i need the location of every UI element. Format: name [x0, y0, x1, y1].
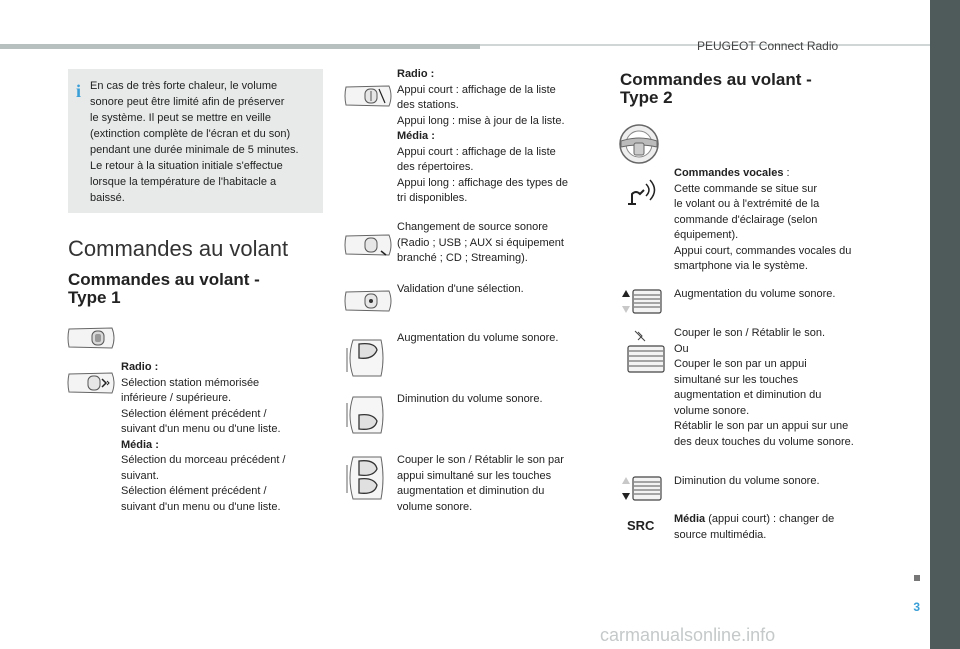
- watermark: carmanualsonline.info: [600, 625, 776, 645]
- text-line: Ou: [674, 342, 689, 355]
- text-line: Appui long : affichage des types de: [397, 176, 569, 189]
- text-line: volume sonore.: [397, 500, 473, 513]
- note-line: baissé.: [90, 192, 125, 204]
- text-line: Appui court : affichage de la liste: [397, 145, 556, 158]
- voice-label: Commandes vocales: [674, 167, 784, 179]
- note-line: lorsque la température de l'habitacle a: [90, 176, 277, 188]
- note-line: En cas de très forte chaleur, le volume: [90, 80, 278, 92]
- text-line: suivant d'un menu ou d'une liste.: [121, 500, 281, 513]
- info-note-text: [90, 78, 322, 206]
- text-line: des répertoires.: [397, 161, 474, 173]
- note-line: Le retour à la situation initiale s'effectue: [90, 160, 283, 172]
- type1-title-line1: Commandes au volant -: [68, 270, 260, 289]
- voice-command-text: [674, 166, 851, 275]
- text-line: augmentation et diminution du: [674, 389, 822, 401]
- section-title: Commandes au volant: [68, 236, 289, 261]
- text-line: tri disponibles.: [397, 192, 468, 204]
- voice-suffix: :: [783, 167, 790, 179]
- end-of-section-mark: [914, 575, 920, 581]
- side-tab: [930, 0, 960, 649]
- text-line: smartphone via le système.: [674, 260, 808, 272]
- scroll-wheel-press-icon: [343, 83, 395, 109]
- type2-volume-up-text: Augmentation du volume sonore.: [674, 288, 836, 300]
- text-line: suivant.: [121, 469, 159, 482]
- src-text: [674, 512, 834, 543]
- text-line: Couper le son / Rétablir le son par: [397, 454, 564, 466]
- text-line: volume sonore.: [674, 404, 750, 417]
- validation-text: Validation d'une sélection.: [397, 283, 524, 295]
- note-line: sonore peut être limité afin de préserver: [90, 96, 285, 108]
- text-line: Sélection du morceau précédent /: [121, 454, 286, 466]
- volume-up-control-icon: [345, 338, 387, 378]
- text-line: appui simultané sur les touches: [397, 469, 552, 482]
- text-line: Média :: [397, 130, 435, 142]
- source-text: [397, 220, 564, 267]
- text-line: Média :: [121, 438, 159, 451]
- text-line: le volant ou à l'extrémité de la: [674, 198, 820, 210]
- volume-down-wheel-icon: [620, 476, 664, 502]
- voice-command-icon: [622, 176, 662, 208]
- text-line: des stations.: [397, 99, 459, 111]
- text-line: suivant d'un menu ou d'une liste.: [121, 423, 281, 435]
- text-line: branché ; CD ; Streaming).: [397, 252, 528, 264]
- text-line: Sélection élément précédent /: [121, 407, 267, 420]
- text-line: Couper le son par un appui: [674, 358, 807, 370]
- source-button-icon: [343, 232, 395, 258]
- page-number: 3: [913, 600, 920, 614]
- text-line: augmentation et diminution du: [397, 485, 545, 497]
- text-line: équipement).: [674, 229, 739, 241]
- page-header-title: PEUGEOT Connect Radio: [697, 39, 839, 53]
- text-line: commande d'éclairage (selon: [674, 213, 818, 226]
- media-label: Média: [674, 513, 706, 525]
- volume-up-wheel-icon: [620, 289, 664, 315]
- type1-title: [68, 271, 260, 307]
- volume-down-control-icon: [345, 395, 387, 435]
- text-line: Changement de source sonore: [397, 221, 549, 233]
- steering-wheel-icon: [617, 123, 661, 165]
- text-line: Appui court, commandes vocales du: [674, 244, 852, 257]
- text-line: Couper le son / Rétablir le son.: [674, 327, 826, 339]
- type1-title-line2: Type 1: [68, 288, 121, 307]
- mute-control-icon: [345, 455, 387, 501]
- middle-radio-media-text: [397, 67, 568, 207]
- type2-title-line1: Commandes au volant -: [620, 70, 812, 89]
- info-note: [68, 69, 323, 213]
- src-button-label: SRC: [627, 518, 655, 533]
- media-suffix: (appui court) : changer de: [705, 513, 835, 525]
- text-line: source multimédia.: [674, 528, 767, 541]
- scroll-wheel-icon: [66, 370, 118, 396]
- text-line: simultané sur les touches: [674, 373, 799, 386]
- text-line: (Radio ; USB ; AUX si équipement: [397, 236, 564, 249]
- note-line: pendant une durée minimale de 5 minutes.: [90, 144, 299, 156]
- text-line: Appui long : mise à jour de la liste.: [397, 114, 565, 127]
- header-rule: [0, 44, 480, 49]
- text-line: Rétablir le son par un appui sur une: [674, 420, 849, 432]
- mute-text: [397, 453, 564, 515]
- text-line: Cette commande se situe sur: [674, 182, 818, 195]
- type2-title-line2: Type 2: [620, 88, 673, 107]
- note-line: (extinction complète de l'écran et du son): [90, 128, 291, 140]
- text-line: Radio :: [397, 68, 435, 80]
- type1-radio-media-text: [121, 360, 286, 515]
- type2-mute-text: [674, 326, 854, 450]
- info-icon: i: [76, 81, 82, 101]
- text-line: Sélection élément précédent /: [121, 485, 267, 497]
- validation-button-icon: [343, 288, 395, 314]
- text-line: Radio :: [121, 361, 159, 373]
- mute-wheel-icon: [626, 328, 670, 374]
- text-line: des deux touches du volume sonore.: [674, 435, 854, 448]
- type2-volume-down-text: Diminution du volume sonore.: [674, 475, 820, 487]
- note-line: le système. Il peut se mettre en veille: [90, 112, 271, 124]
- volume-down-text: Diminution du volume sonore.: [397, 393, 543, 405]
- text-line: Sélection station mémorisée: [121, 376, 260, 389]
- volume-up-text: Augmentation du volume sonore.: [397, 332, 559, 344]
- text-line: inférieure / supérieure.: [121, 392, 232, 404]
- text-line: Appui court : affichage de la liste: [397, 83, 556, 96]
- type2-title: [620, 71, 812, 107]
- steering-control-type1-icon: [66, 325, 118, 351]
